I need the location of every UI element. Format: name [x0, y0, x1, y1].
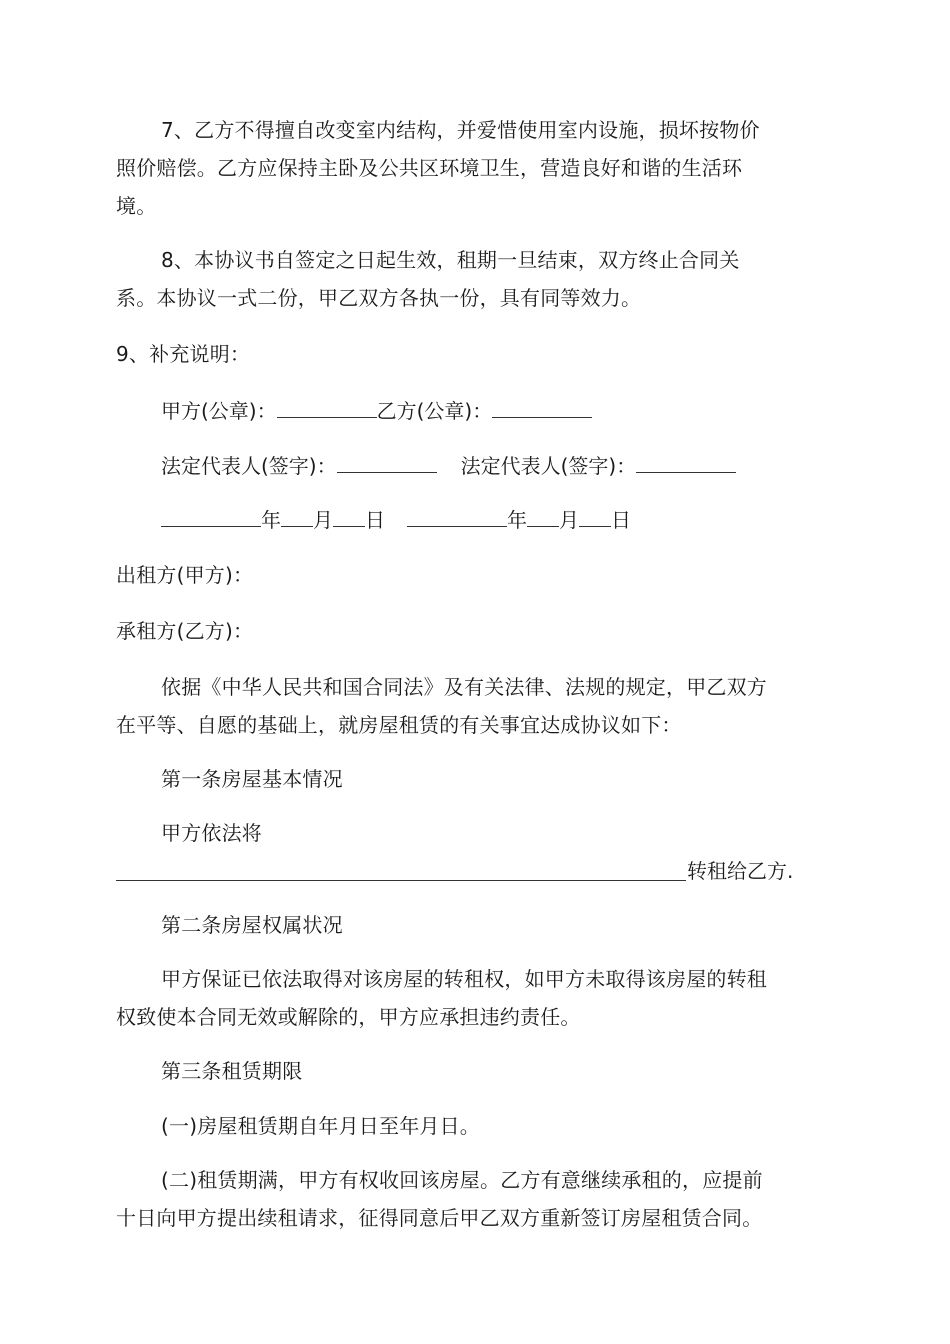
year-b-label: 年: [507, 508, 527, 532]
rep-a-blank: [337, 450, 437, 473]
preamble-line-2: 在平等、自愿的基础上，就房屋租赁的有关事宜达成协议如下：: [116, 713, 682, 737]
month-a-label: 月: [313, 508, 333, 532]
clause-8: [116, 241, 836, 317]
article-2-heading: 第二条房屋权属状况: [161, 913, 343, 937]
clause-8-line-2: 系。本协议一式二份，甲乙双方各执一份，具有同等效力。: [116, 286, 642, 310]
month-a-blank: [281, 504, 313, 527]
day-a-blank: [333, 504, 365, 527]
clause-7-line-1: 7、乙方不得擅自改变室内结构，并爱惜使用室内设施，损坏按物价: [161, 118, 760, 142]
clause-7-line-2: 照价赔偿。乙方应保持主卧及公共区环境卫生，营造良好和谐的生活环: [116, 156, 743, 180]
party-a-seal-blank: [277, 395, 377, 418]
representative-row: [161, 450, 736, 481]
date-row: [161, 504, 631, 535]
day-b-blank: [579, 504, 611, 527]
lessee-label: 承租方(乙方)：: [116, 619, 254, 643]
year-a-blank: [161, 504, 261, 527]
preamble-line-1: 依据《中华人民共和国合同法》及有关法律、法规的规定，甲乙双方: [161, 675, 767, 699]
party-a-seal-label: 甲方(公章)：: [161, 399, 277, 423]
clause-7: [116, 111, 836, 225]
article-1-body: [116, 814, 836, 852]
article-2-line-2: 权致使本合同无效或解除的，甲方应承担违约责任。: [116, 1005, 581, 1029]
month-b-label: 月: [559, 508, 579, 532]
year-a-label: 年: [261, 508, 281, 532]
day-b-label: 日: [611, 508, 631, 532]
article-1-suffix: 转租给乙方.: [687, 859, 794, 883]
article-2-line-1: 甲方保证已依法取得对该房屋的转租权，如甲方未取得该房屋的转租: [161, 967, 767, 991]
clause-7-line-3: 境。: [116, 194, 157, 218]
party-b-seal-label: 乙方(公章)：: [376, 399, 493, 423]
year-b-blank: [407, 504, 507, 527]
article-1-title: [116, 760, 836, 798]
article-3-item-2-line-2: 十日向甲方提出续租请求，征得同意后甲乙双方重新签订房屋租赁合同。: [116, 1206, 763, 1230]
article-3-item-2-line-1: (二)租赁期满，甲方有权收回该房屋。乙方有意继续承租的，应提前: [161, 1168, 763, 1192]
article-3-item-1-text: (一)房屋租赁期自年月日至年月日。: [161, 1114, 481, 1138]
lessor-label: 出租方(甲方)：: [116, 563, 254, 587]
clause-8-line-1: 8、本协议书自签定之日起生效，租期一旦结束，双方终止合同关: [161, 248, 740, 272]
lessee-line: [116, 612, 836, 650]
article-3-title: [116, 1052, 836, 1090]
clause-9: [116, 335, 836, 373]
day-a-label: 日: [365, 508, 385, 532]
rep-b-blank: [636, 450, 736, 473]
rep-b-label: 法定代表人(签字)：: [460, 454, 637, 478]
clause-9-label: 9、补充说明：: [116, 342, 251, 366]
rep-a-label: 法定代表人(签字)：: [161, 454, 337, 478]
seal-row: [161, 395, 592, 426]
article-1-line-1: 甲方依法将: [161, 821, 262, 845]
property-address-blank: [116, 880, 686, 881]
article-2-title: [116, 906, 836, 944]
party-b-seal-blank: [492, 395, 592, 418]
month-b-blank: [527, 504, 559, 527]
article-1-heading: 第一条房屋基本情况: [161, 767, 343, 791]
article-2-body: [116, 960, 836, 1036]
lessor-line: [116, 556, 836, 594]
article-3-heading: 第三条租赁期限: [161, 1059, 303, 1083]
article-3-item-1: [116, 1107, 836, 1145]
article-3-item-2: [116, 1161, 836, 1237]
preamble: [116, 668, 836, 744]
